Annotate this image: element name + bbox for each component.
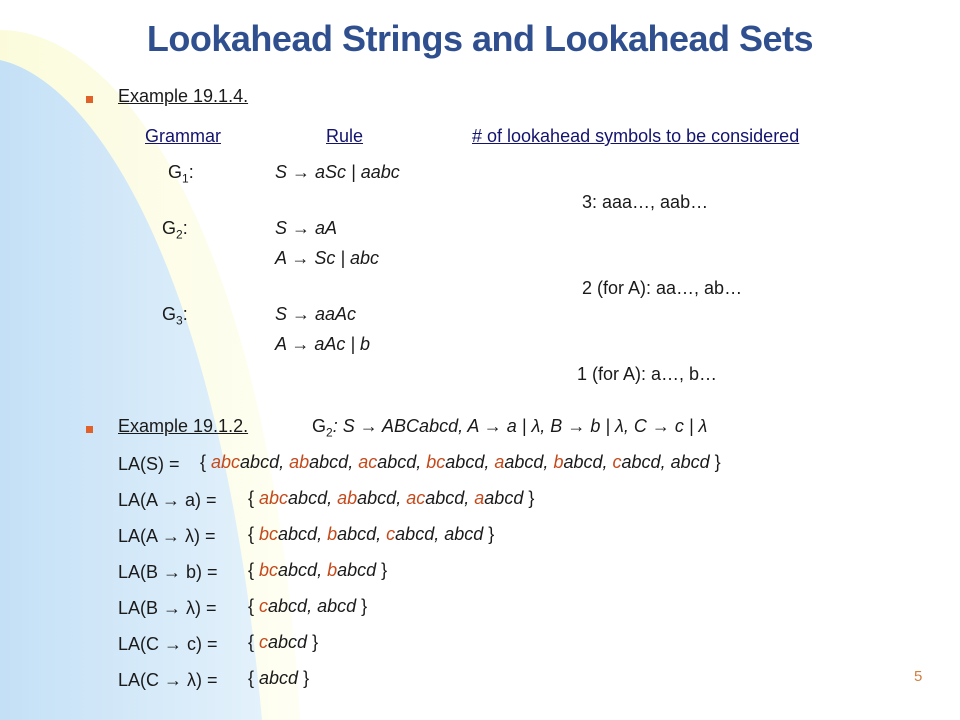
set-label: LA(C → λ) = — [118, 670, 218, 690]
slide-title: Lookahead Strings and Lookahead Sets — [146, 18, 814, 59]
g3-rule-2: A → aAc | b — [275, 334, 371, 354]
example2-label: Example 19.1.2. — [118, 416, 249, 436]
set-label: LA(A → a) = — [118, 490, 217, 510]
set-item: bcabcd — [259, 524, 318, 544]
g3-name: $G_3$: — [162, 304, 188, 328]
set-item: abcabcd — [259, 488, 328, 508]
open-brace: { — [248, 488, 260, 508]
set-item: ababcd — [289, 452, 349, 472]
set-item: babcd — [327, 560, 377, 580]
bullet-icon — [86, 426, 93, 433]
g3-rule-1: S → aaAc — [275, 304, 357, 324]
open-brace: { — [248, 668, 260, 688]
set-items — [248, 668, 309, 689]
header-grammar: Grammar — [145, 126, 221, 146]
set-items: { abcabcd, ababcd, acabcd, bcabcd, aabcd, babcd, cabcd, abcd } — [200, 452, 721, 472]
set-item: babcd — [327, 524, 377, 544]
set-items: { bcabcd, babcd } — [248, 560, 388, 580]
set-label: LA(A → λ) = — [118, 526, 216, 546]
set-item: cabcd — [386, 524, 435, 544]
close-brace: } — [376, 560, 388, 580]
g2-rule-2: A → Sc | abc — [275, 248, 380, 268]
g3-note: 1 (for A): a…, b… — [577, 364, 718, 384]
set-item: abcabcd — [211, 452, 280, 472]
g2-rule-1: S → aA — [275, 218, 338, 238]
set-items — [248, 632, 318, 653]
open-brace: { — [248, 632, 260, 652]
set-items: { cabcd, abcd } — [248, 596, 368, 616]
open-brace: { — [200, 452, 212, 472]
set-items: { abcabcd, ababcd, acabcd, aabcd } — [248, 488, 535, 508]
close-brace: } — [307, 632, 319, 652]
set-item: aabcd — [494, 452, 544, 472]
bullet-icon — [86, 96, 93, 103]
g2-note: 2 (for A): aa…, ab… — [582, 278, 743, 298]
header-rule: Rule — [326, 126, 364, 146]
set-label: LA(C → c) = — [118, 634, 218, 654]
set-item: abcd — [259, 668, 299, 688]
set-item: cabcd — [259, 632, 308, 652]
example2-grammar: $G_2$: S → ABCabcd, A → a | λ, B → b | λ, C → c | λ — [312, 416, 708, 440]
set-item: abcd — [444, 524, 484, 544]
set-item: bcabcd — [259, 560, 318, 580]
set-label: LA(B → λ) = — [118, 598, 217, 618]
open-brace: { — [248, 596, 260, 616]
g1-name: $G_1$: — [168, 162, 194, 186]
header-lookahead: # of lookahead symbols to be considered — [472, 126, 800, 146]
g1-note: 3: aaa…, aab… — [582, 192, 709, 212]
set-item: cabcd — [259, 596, 308, 616]
close-brace: } — [298, 668, 310, 688]
close-brace: } — [483, 524, 495, 544]
example1-label: Example 19.1.4. — [118, 86, 249, 106]
set-item: abcd — [317, 596, 357, 616]
set-item: cabcd — [612, 452, 661, 472]
set-item: ababcd — [337, 488, 397, 508]
set-item: acabcd — [406, 488, 465, 508]
set-item: aabcd — [474, 488, 524, 508]
open-brace: { — [248, 524, 260, 544]
set-item: bcabcd — [426, 452, 485, 472]
g1-rule-1: S → aSc | aabc — [275, 162, 400, 182]
close-brace: } — [523, 488, 535, 508]
page-number: 5 — [914, 668, 923, 685]
set-label: LA(B → b) = — [118, 562, 218, 582]
set-items: { bcabcd, babcd, cabcd, abcd } — [248, 524, 495, 544]
set-item: abcd — [670, 452, 710, 472]
set-label: LA(S) = — [118, 454, 180, 474]
close-brace: } — [356, 596, 368, 616]
close-brace: } — [709, 452, 721, 472]
set-item: babcd — [553, 452, 603, 472]
open-brace: { — [248, 560, 260, 580]
set-item: acabcd — [358, 452, 417, 472]
g2-name: $G_2$: — [162, 218, 188, 242]
